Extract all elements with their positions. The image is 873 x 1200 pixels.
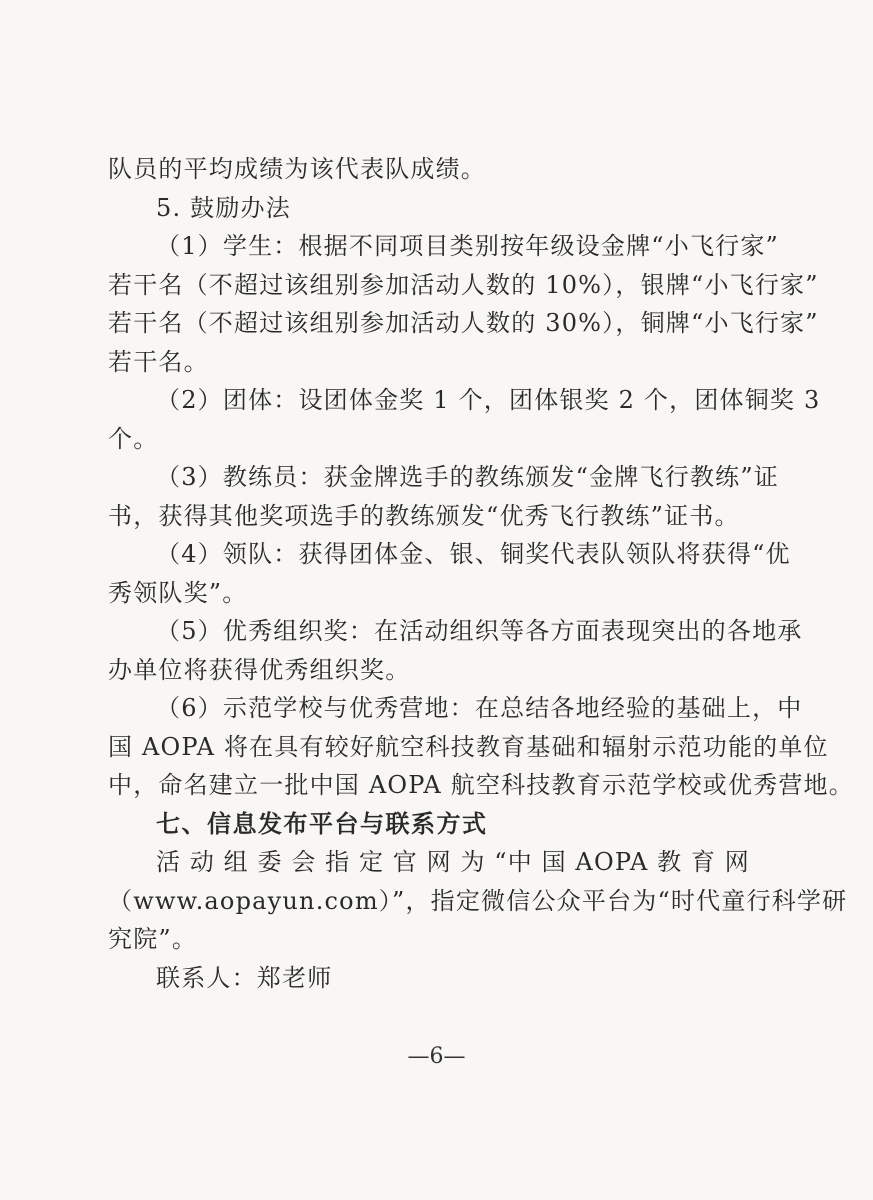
paragraph-line: 秀领队奖”。 <box>108 578 248 607</box>
paragraph-line: 若干名（不超过该组别参加活动人数的 30%），铜牌“小飞行家” <box>108 309 819 337</box>
paragraph-line: （6）示范学校与优秀营地：在总结各地经验的基础上，中 <box>156 694 803 722</box>
word: 组 <box>223 848 249 876</box>
paragraph-line: 若干名。 <box>108 347 209 376</box>
word: 会 <box>291 848 317 876</box>
contact-person: 联系人：郑老师 <box>156 963 333 992</box>
paragraph-line: 若干名（不超过该组别参加活动人数的 10%），银牌“小飞行家” <box>108 270 819 299</box>
word: 活 <box>156 848 182 876</box>
section-heading-contact: 七、信息发布平台与联系方式 <box>156 808 488 838</box>
section-heading-encouragement: 5. 鼓励办法 <box>156 193 291 222</box>
paragraph-line: 个。 <box>108 424 159 453</box>
paragraph-line: （www.aopayun.com）”，指定微信公众平台为“时代童行科学研 <box>108 886 848 915</box>
word: AOPA <box>575 848 649 876</box>
word: 网 <box>724 848 750 876</box>
word: 育 <box>690 848 717 876</box>
justified-line <box>108 843 750 882</box>
word: 定 <box>358 848 385 876</box>
paragraph-line: （1）学生：根据不同项目类别按年级设金牌“小飞行家” <box>156 232 780 260</box>
paragraph-line: （4）领队：获得团体金、银、铜奖代表队领队将获得“优 <box>156 540 791 568</box>
paragraph-line: 办单位将获得优秀组织奖。 <box>108 655 411 684</box>
word: 委 <box>257 848 283 876</box>
paragraph-line: 队员的平均成绩为该代表队成绩。 <box>108 155 486 183</box>
paragraph-line: 国 AOPA 将在具有较好航空科技教育基础和辐射示范功能的单位 <box>108 732 829 761</box>
word: 指 <box>325 848 351 876</box>
paragraph-line: （2）团体：设团体金奖 1 个，团体银奖 2 个，团体铜奖 3 <box>156 386 821 414</box>
paragraph-line: 书，获得其他奖项选手的教练颁发“优秀飞行教练”证书。 <box>108 501 740 530</box>
paragraph-line: （3）教练员：获金牌选手的教练颁发“金牌飞行教练”证 <box>156 463 780 491</box>
word: 为 <box>460 848 486 876</box>
word: 国 <box>541 848 567 876</box>
paragraph-line: 中，命名建立一批中国 AOPA 航空科技教育示范学校或优秀营地。 <box>108 771 854 799</box>
page-number: —6— <box>407 1044 466 1069</box>
word: 动 <box>189 848 216 876</box>
word: 官 <box>392 848 418 876</box>
word: 教 <box>657 848 683 876</box>
word: “中 <box>494 848 533 876</box>
word: 网 <box>426 848 452 876</box>
paragraph-line: （5）优秀组织奖：在活动组织等各方面表现突出的各地承 <box>156 617 803 645</box>
paragraph-line: 究院”。 <box>108 925 198 953</box>
document-body <box>108 150 854 997</box>
